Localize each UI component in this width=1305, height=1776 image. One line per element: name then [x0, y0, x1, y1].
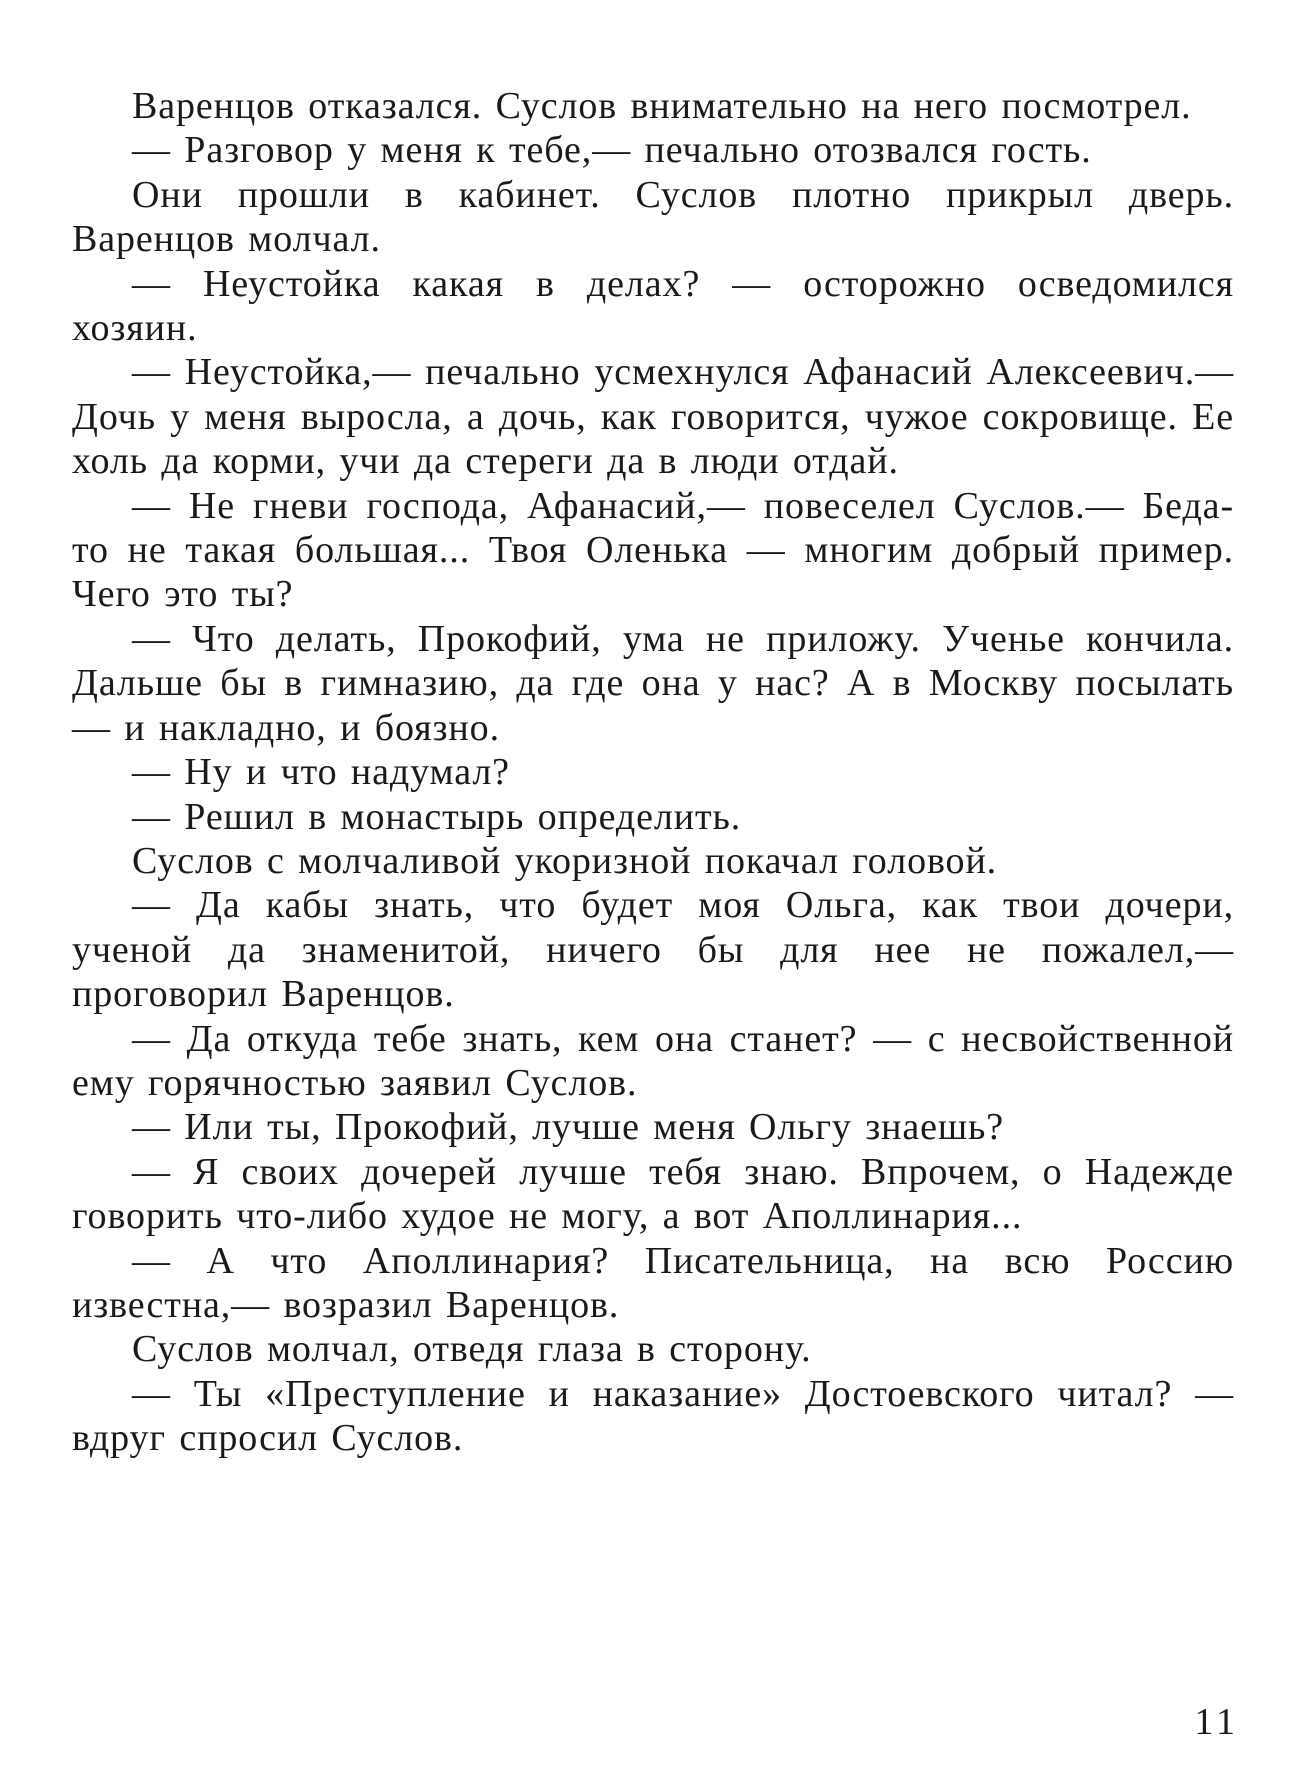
paragraph: — Не гневи господа, Афанасий,— повеселел Суслов.— Беда-то не такая большая... Твоя Оленька — многим добрый пример. Чего это ты?: [72, 484, 1234, 616]
paragraph: Они прошли в кабинет. Суслов плотно прикрыл дверь. Варенцов молчал.: [72, 173, 1234, 261]
body-text: [72, 84, 1234, 1461]
paragraph: Варенцов отказался. Суслов внимательно на него посмотрел.: [132, 85, 1192, 127]
paragraph: — Да откуда тебе знать, кем она станет? — с несвойственной ему горячностью заявил Суслов.: [72, 1017, 1234, 1104]
paragraph: — Или ты, Прокофий, лучше меня Ольгу знаешь?: [132, 1106, 1005, 1149]
paragraph: — Разговор у меня к тебе,— печально отозвался гость.: [132, 129, 1092, 172]
paragraph: — Да кабы знать, что будет моя Ольга, как твои дочери, ученой да знаменитой, ничего бы для нее не пожалел,— проговорил Варенцов.: [72, 884, 1234, 1016]
page-number: 11: [1194, 1701, 1239, 1743]
paragraph: — Неустойка,— печально усмехнулся Афанасий Алексеевич.— Дочь у меня выросла, а дочь, как говорится, чужое сокровище. Ее холь да корми, учи да стереги да в люди отдай.: [72, 351, 1234, 483]
paragraph: — Ты «Преступление и наказание» Достоевского читал? — вдруг спросил Суслов.: [72, 1372, 1234, 1460]
paragraph: — Ну и что надумал?: [132, 751, 510, 794]
paragraph: — Неустойка какая в делах? — осторожно осведомился хозяин.: [72, 262, 1234, 350]
paragraph: — Я своих дочерей лучше тебя знаю. Впрочем, о Надежде говорить что-либо худое не могу, а вот Аполлинария...: [72, 1150, 1234, 1238]
paragraph: — А что Аполлинария? Писательница, на всю Россию известна,— возразил Варенцов.: [72, 1239, 1234, 1326]
paragraph: Суслов молчал, отведя глаза в сторону.: [132, 1328, 812, 1371]
paragraph: Суслов с молчаливой укоризной покачал головой.: [132, 839, 998, 882]
paragraph: — Что делать, Прокофий, ума не приложу. Ученье кончила. Дальше бы в гимназию, да где она у нас? А в Москву посылать — и накладно, и боязно.: [72, 617, 1234, 749]
paragraph: — Решил в монастырь определить.: [132, 795, 742, 838]
